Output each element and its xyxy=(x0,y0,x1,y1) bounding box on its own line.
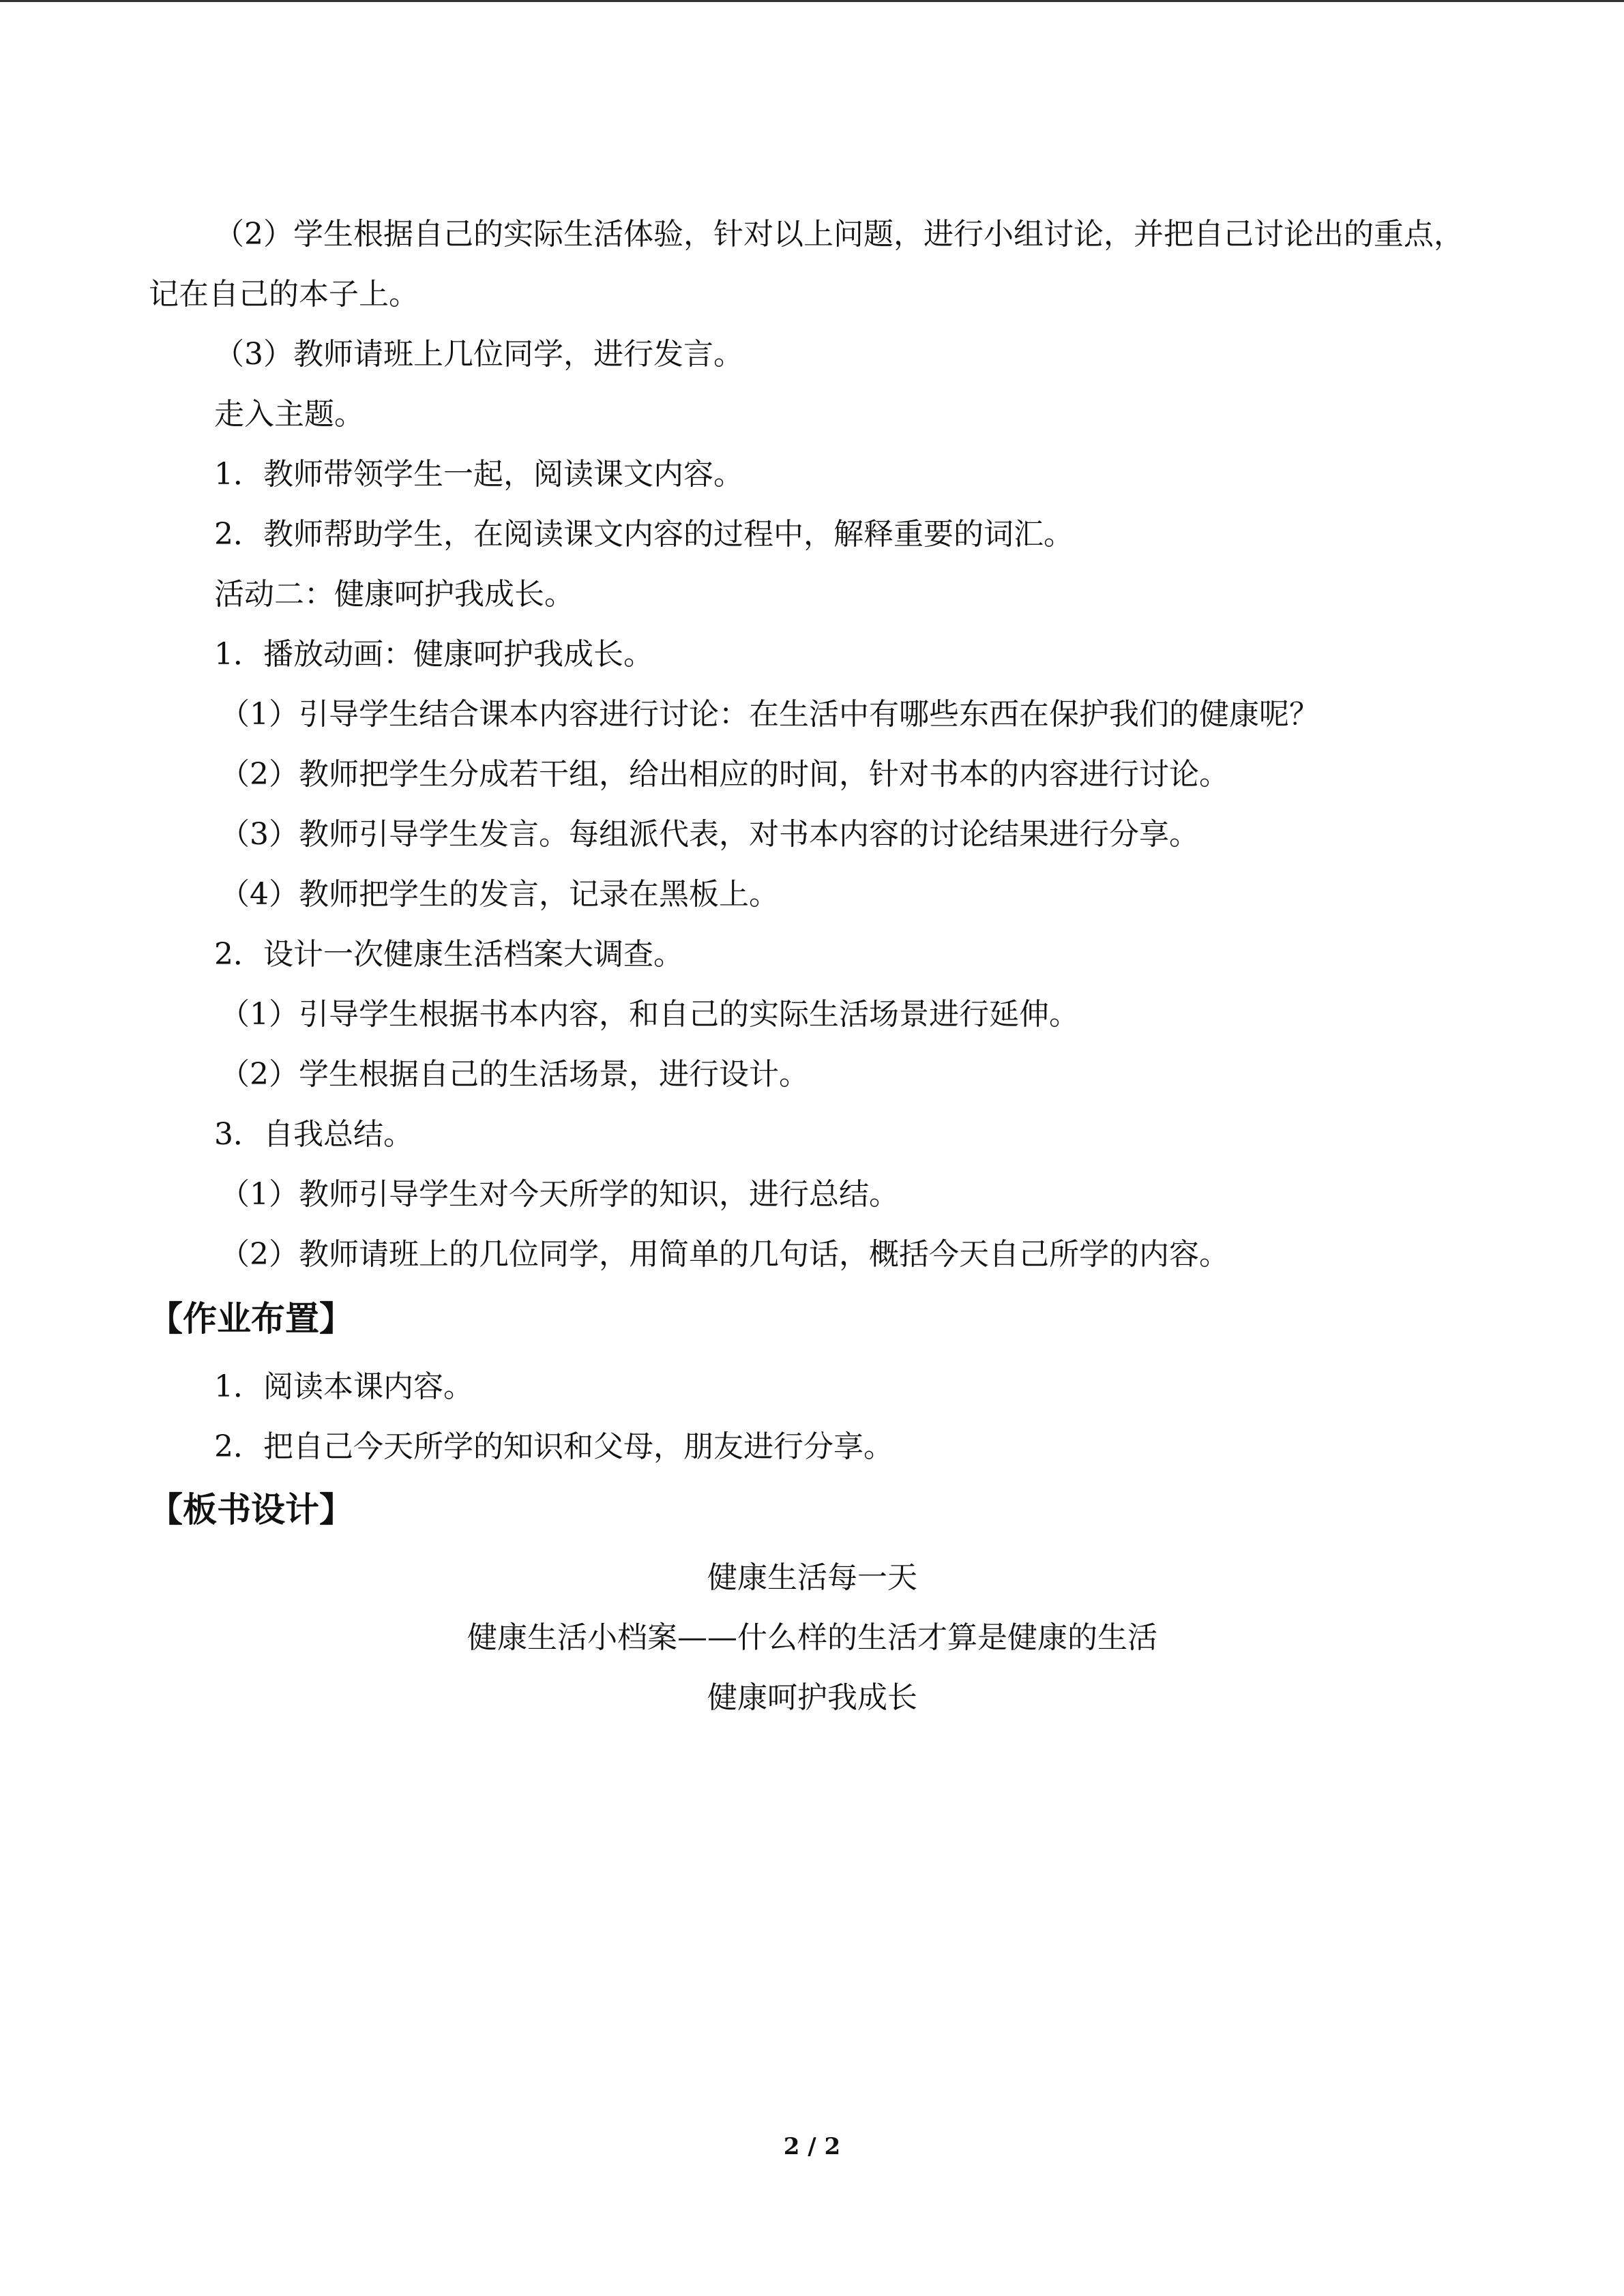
board-line: 健康生活小档案——什么样的生活才算是健康的生活 xyxy=(467,1620,1157,1655)
paragraph: （4）教师把学生的发言，记录在黑板上。 xyxy=(220,877,779,912)
paragraph: （2）学生根据自己的实际生活体验，针对以上问题，进行小组讨论，并把自己讨论出的重点，记在自己的本子上。 xyxy=(149,217,1464,312)
paragraph: （2）教师请班上的几位同学，用简单的几句话，概括今天自己所学的内容。 xyxy=(220,1237,1229,1272)
board-line: 健康呵护我成长 xyxy=(707,1680,917,1715)
paragraph: 2．教师帮助学生，在阅读课文内容的过程中，解释重要的词汇。 xyxy=(214,517,1074,552)
top-border-line xyxy=(0,0,1624,2)
paragraph: 走入主题。 xyxy=(214,397,364,432)
paragraph: （2）教师把学生分成若干组，给出相应的时间，针对书本的内容进行讨论。 xyxy=(220,757,1229,792)
paragraph: 活动二：健康呵护我成长。 xyxy=(214,577,574,612)
spacer xyxy=(149,1352,1476,1357)
paragraph: 3．自我总结。 xyxy=(214,1117,413,1152)
paragraph: 1．播放动画：健康呵护我成长。 xyxy=(214,637,653,672)
paragraph: （1）教师引导学生对今天所学的知识，进行总结。 xyxy=(220,1177,899,1212)
homework-item: 2．把自己今天所学的知识和父母，朋友进行分享。 xyxy=(214,1429,894,1464)
board-line: 健康生活每一天 xyxy=(707,1560,917,1595)
homework-item: 1．阅读本课内容。 xyxy=(214,1369,473,1404)
paragraph: （3）教师引导学生发言。每组派代表，对书本内容的讨论结果进行分享。 xyxy=(220,817,1199,852)
page-number: 2 / 2 xyxy=(783,2133,841,2160)
paragraph: （1）引导学生根据书本内容，和自己的实际生活场景进行延伸。 xyxy=(220,997,1079,1032)
page-content xyxy=(149,205,1476,1728)
paragraph: 2．设计一次健康生活档案大调查。 xyxy=(214,937,683,972)
paragraph: （1）引导学生结合课本内容进行讨论：在生活中有哪些东西在保护我们的健康呢？ xyxy=(220,697,1319,732)
board-design-heading: 【板书设计】 xyxy=(149,1490,353,1530)
homework-heading: 【作业布置】 xyxy=(149,1299,353,1339)
board-design xyxy=(149,1548,1476,1728)
paragraph: （2）学生根据自己的生活场景，进行设计。 xyxy=(220,1057,809,1092)
paragraph: 1．教师带领学生一起，阅读课文内容。 xyxy=(214,457,743,492)
paragraph: （3）教师请班上几位同学，进行发言。 xyxy=(214,337,743,372)
spacer xyxy=(149,1542,1476,1548)
